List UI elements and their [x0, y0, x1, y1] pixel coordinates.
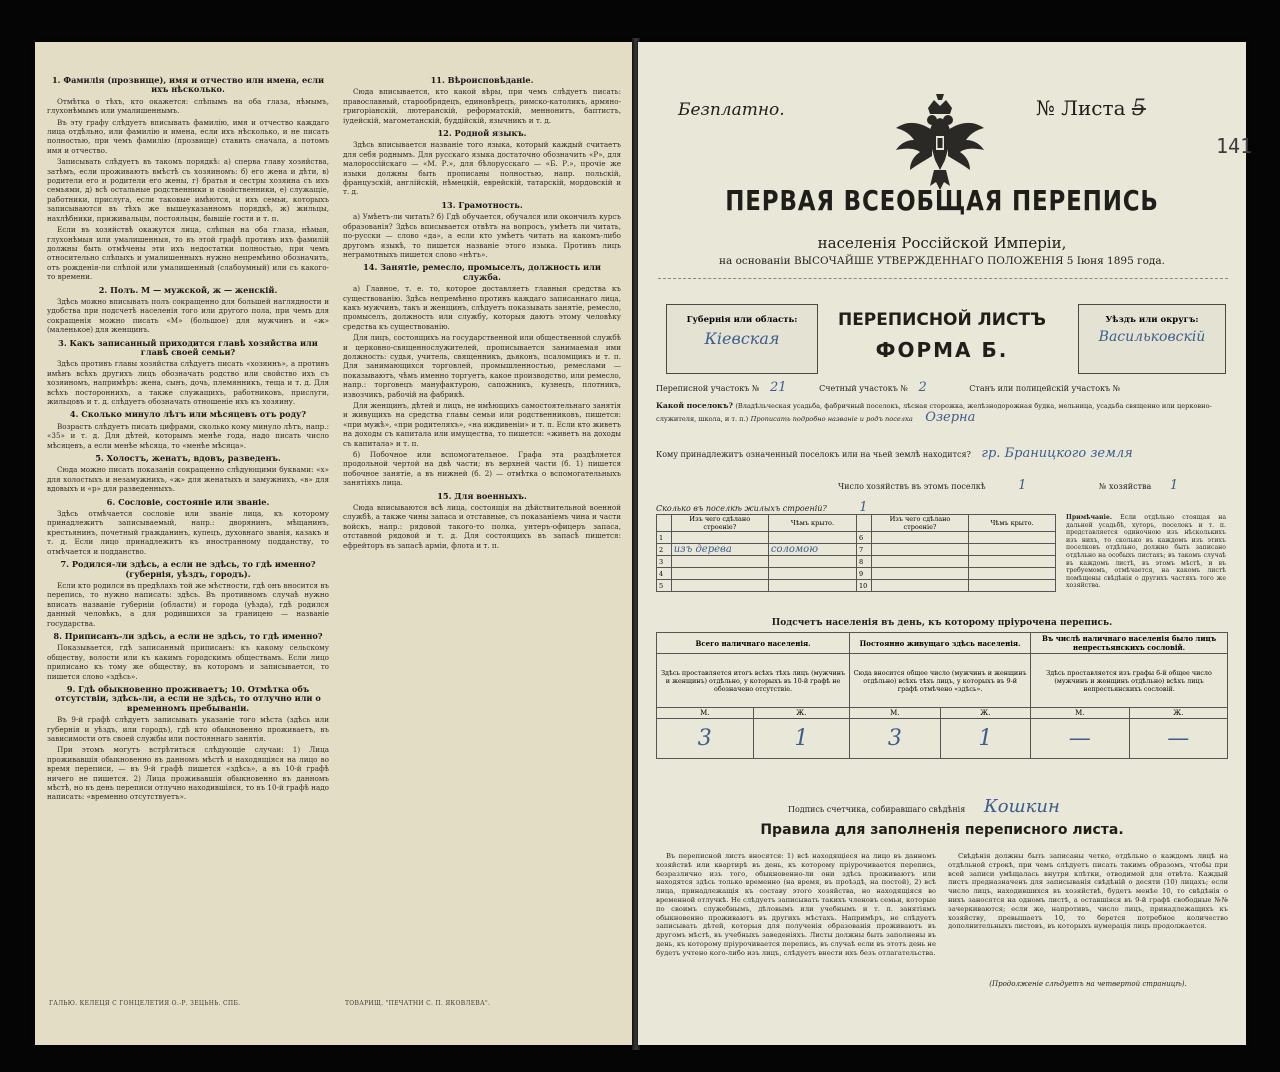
instruction-heading: 3. Какъ записанный приходится главѣ хозяйства или главѣ своей семьи?	[58, 337, 318, 357]
province-label: Губернія или область:	[686, 315, 798, 325]
signature-row: Подпись счетчика, собиравшаго свѣдѣнія Кошкин	[788, 796, 1060, 817]
households-row: Число хозяйствъ въ этомъ поселкѣ 1 № хозяйства 1	[838, 478, 1179, 493]
buildings-note: Примѣчаніе. Если отдѣльно стоящая на дальней усадьбѣ, хуторъ, поселокъ и т. п. представляется одиночною изъ нѣсколькихъ изъ нихъ, то сколько въ каждомъ изъ этихъ поселковъ отдѣльно, должно быть записано отдѣльно на особыхъ листахъ; въ такомъ случаѣ въ каждомъ листѣ, въ этомъ мѣстѣ, и въ требуемомъ, отмѣчается, на какомъ листѣ помѣщены свѣдѣнія о другихъ частяхъ того же хозяйства.	[1066, 514, 1227, 590]
district-box	[1078, 304, 1226, 374]
households-value: 1	[1018, 478, 1027, 493]
count-area-value: 2	[918, 380, 927, 395]
instruction-paragraph: Здѣсь можно вписывать полъ сокращенно для большей наглядности и удобства при подсчетѣ населенія того или другого пола, при чемъ для сокращенія можно писать «М» (большое) для мужчинъ и «ж» (маленькое) для женщинъ.	[47, 296, 329, 335]
rules-column-2: Свѣдѣнія должны быть записаны четко, отдѣльно о каждомъ лицѣ на отдѣльной строкѣ, при чемъ слѣдуетъ писать такимъ образомъ, чтобы при всей записи умѣщалась внутри клѣтки, отводимой для отвѣта. Каждый листъ предназначенъ для записыванія свѣдѣній о десяти (10) лицахъ; если число лицъ, находившихся въ хозяйствѣ, будетъ менѣе 10, то свѣдѣнія о нихъ заносятся на одномъ листѣ, а оставшіяся въ 9-й графѣ свободные №№ зачеркиваются; если же, напротивъ, число лицъ, принадлежащихъ къ хозяйству, превышаетъ 10, то берется потребное количество дополнительныхъ листовъ, въ которыхъ нумерація лицъ продолжается.	[948, 852, 1228, 931]
instruction-paragraph: Здѣсь отмѣчается сословіе или званіе лица, къ которому принадлежитъ записываемый, напр.: дворянинъ, мѣщанинъ, крестьянинъ, почетный гражданинъ, купецъ, духовнаго званія, казакъ и т. д. Если лицо принадлежитъ къ иностранному подданству, то отмѣчается и подданство.	[47, 509, 329, 556]
instruction-heading: 11. Вѣроисповѣданіе.	[430, 75, 534, 85]
left-page	[35, 42, 632, 1045]
province-value: Кіевская	[704, 329, 780, 348]
instruction-paragraph: б) Побочное или вспомогательное. Графа эта раздѣляется продольной чертой на двѣ части; въ верхней части (б. 1) пишется побочное занятіе, а въ нижней (б. 2) — отмѣтка о вспомогательныхъ занятіяхъ лица.	[343, 450, 621, 488]
buildings-table: Изъ чего сдѣлано строеніе? Чѣмъ крыто. Изъ чего сдѣлано строеніе? Чѣмъ крыто. 1 6 2 изъ дерева соломою 7 3 8 4 9 5 10	[656, 514, 1056, 592]
instruction-heading: 13. Грамотность.	[441, 199, 523, 210]
settlement-row: Какой поселокъ? (Владѣльческая усадьба, фабричный поселокъ, лѣсная сторожка, желѣзнодорожная будка, мельница, усадьба священно или церковно-служителя, школа, и т. п.) Прописать подробно названіе и родъ поселка Озерна	[656, 401, 1212, 425]
right-page	[638, 42, 1253, 1045]
printer-footnote-right: ТОВАРИЩ. "ПЕЧАТНИ С. П. ЯКОВЛЕВА".	[345, 1000, 491, 1007]
instruction-paragraph: Здѣсь противъ главы хозяйства слѣдуетъ писать «хозяинъ», а противъ имѣнъ всѣхъ другихъ лицъ обозначать родство или свойство ихъ съ хозяиномъ, напримѣръ: жена, сынъ, дочь, племянникъ, теща и т. д. Для всѣхъ постороннихъ, а также служащихъ, работниковъ, прислуги, жильцовъ и т. д. слѣдуетъ обозначать отношеніе ихъ къ хозяину.	[47, 359, 329, 406]
printer-footnote-left: ГАЛЬЮ. КЕЛЕЦЯ С ГОНЦЕЛЕТИЯ О.-Р. ЗЕЦЬНЬ. СПБ.	[49, 1000, 241, 1007]
buildings-value: 1	[859, 500, 868, 515]
building-row: 4 9	[657, 568, 1056, 580]
instruction-paragraph: Записывать слѣдуетъ въ такомъ порядкѣ: а) сперва главу хозяйства, затѣмъ, если проживаютъ вмѣстѣ съ хозяиномъ: б) его жена и дѣти, в) родители его и родители его жены, г) братья и сестры хозяина съ ихъ семьями, д) всѣ остальные родственники и свойственники, е) служащіе, работники, прислуга, если таковые имѣются, и ихъ семьи, которыхъ записываются въ тѣхъ же вышеуказанномъ порядкѣ, ж) жильцы, нахлѣбники, приживальцы, постояльцы, бывшіе гостя и т. п.	[47, 157, 329, 223]
count-title: Подсчетъ населенія въ день, къ которому пріурочена перепись.	[771, 618, 1113, 628]
count-value: 1	[940, 719, 1031, 759]
count-value: 3	[657, 719, 754, 759]
instruction-paragraph: Показывается, гдѣ записанный приписанъ: къ какому сельскому обществу, волости или къ какимъ городскимъ обществамъ. Если лицо приписано къ тому же обществу, въ которомъ и записывается, то пишется слово «здѣсь».	[47, 643, 329, 681]
instruction-paragraph: Въ эту графу слѣдуетъ вписывать фамилію, имя и отчество каждаго лица отдѣльно, или фамилію и имена, если ихъ нѣсколько, и не писать полностью, при чемъ фамилію (прозвище) ставить сначала, а потомъ имя и отчество.	[47, 117, 329, 155]
sheet-number-value: 5	[1131, 96, 1146, 121]
instruction-heading: 1. Фамилія (прозвище), имя и отчество или имена, если ихъ нѣсколько.	[51, 75, 325, 95]
count-value: 1	[753, 719, 850, 759]
instruction-paragraph: Если въ хозяйствѣ окажутся лица, слѣпыя на оба глаза, нѣмыя, глухонѣмыя или умалишенныя, то въ этой графѣ противъ ихъ фамилій должны быть отмѣчены эти ихъ недостатки полностью, при чемъ относительно слѣпыхъ и умалишенныхъ нужно непремѣнно обозначить, отъ рожденія-ли слѣпой или умалишенный (слабоумный) или съ какого-то времени.	[47, 225, 329, 282]
enumerator-signature: Кошкин	[983, 796, 1060, 817]
instruction-heading: 15. Для военныхъ.	[437, 490, 527, 501]
instruction-paragraph: Сюда можно писать показанія сокращенно слѣдующими буквами: «х» для холостыхъ и незамужнихъ, «ж» для женатыхъ и замужнихъ, «в» для вдовыхъ и «р» для разведенныхъ.	[47, 465, 329, 494]
census-area-row: Переписной участокъ № 21 Счетный участокъ № 2 Станъ или полицейскій участокъ №	[656, 380, 1121, 395]
instruction-paragraph: При этомъ могутъ встрѣтиться слѣдующіе случаи: 1) Лица проживавшія обыкновенно въ данномъ мѣстѣ и находящіяся на лицо во время переписи, — въ 9-й графѣ пишется «здѣсь», а въ 10-й графѣ ничего не пишется. 2) Лица проживавшія обыкновенно въ данномъ мѣстѣ, но въ день переписи отлучно находившіяся, то въ 10-й графѣ надо написать: «временно отсутствуетъ».	[47, 745, 329, 802]
instruction-heading: 4. Сколько минуло лѣтъ или мѣсяцевъ отъ роду?	[69, 409, 307, 420]
form-title: ПЕРЕПИСНОЙ ЛИСТЪ	[837, 310, 1047, 330]
instruction-paragraph: Отмѣтка о тѣхъ, кто окажется: слѣпымъ на оба глаза, нѣмымъ, глухонѣмымъ или умалишеннымъ.	[47, 96, 329, 116]
instruction-paragraph: Для лицъ, состоящихъ на государственной или общественной службѣ и церковно-священнослужителей, прописывается занимаемая ими должность: судья, учитель, священникъ, дьяконъ, псаломщикъ и т. п. Для занимающихся торговлей, промышленностью, ремеслами — показываютъ, чѣмъ именно торгуетъ, какое производство, или ремесло, напр.: торговецъ мануфактурою, сапожникъ, кузнецъ, плотникъ, извозчикъ, рабочій на фабрикѣ.	[343, 333, 621, 399]
building-row: 2 изъ дерева соломою 7	[657, 544, 1056, 556]
instruction-paragraph: Сюда вписывается, кто какой вѣры, при чемъ слѣдуетъ писать: православный, старообрядецъ, единовѣрецъ, римско-католикъ, армяно-григоріанскій, лютеранскій, реформатскій, меннонитъ, баптистъ, іудейскій, магометанскій, буддійскій, язычникъ и т. д.	[343, 87, 621, 125]
instruction-paragraph: Сюда вписываются всѣ лица, состоящія на дѣйствительной военной службѣ, а также чины запаса и отставные, съ показаніемъ чина и части войскъ, напр.: рядовой такого-то полка, унтеръ-офицеръ запаса, отставной рядовой и т. д. Для состоящихъ въ запасѣ пишется: ефрейторъ въ запасѣ арміи, флота и т. п.	[343, 503, 621, 550]
instruction-heading: 12. Родной языкъ.	[437, 128, 527, 139]
instruction-heading: 2. Полъ. М — мужской, ж — женскій.	[98, 284, 278, 295]
household-number-value: 1	[1169, 478, 1179, 493]
instruction-heading: 5. Холостъ, женатъ, вдовъ, разведенъ.	[95, 453, 281, 464]
owner-row: Кому принадлежитъ означенный поселокъ или на чьей землѣ находится? гр. Браницкого земля	[656, 446, 1133, 461]
divider-line	[658, 278, 1228, 279]
census-legal-basis: на основаніи ВЫСОЧАЙШЕ УТВЕРЖДЕННАГО ПОЛОЖЕНІЯ 5 Іюня 1895 года.	[718, 255, 1165, 267]
instruction-heading: 6. Сословіе, состояніе или званіе.	[106, 496, 270, 507]
sheet-number-label: № Листа 5	[1036, 96, 1146, 121]
instruction-paragraph: Для женщинъ, дѣтей и лицъ, не имѣющихъ самостоятельнаго занятія и живущихъ на средства главы семьи или родственниковъ, пишется: «при мужѣ», «при родителяхъ», «на иждивеніи» и т. п. Если кто живетъ на доходы съ капитала или имущества, то пишется: «живетъ на доходы съ капитала» и т. п.	[343, 401, 621, 448]
district-value: Васильковскій	[1098, 329, 1206, 345]
instruction-paragraph: а) Умѣетъ-ли читать? б) Гдѣ обучается, обучался или окончилъ курсъ образованія? Здѣсь вписывается отвѣтъ на вопросъ, умѣетъ ли читать, по-русски — слово «да», а если кто умѣетъ читать на какомъ-либо другомъ языкѣ, то пишется названіе этого языка. Противъ лицъ неграмотныхъ пишется слово «нѣтъ».	[343, 212, 621, 259]
building-row: 1 6	[657, 532, 1056, 544]
instruction-paragraph: а) Главное, т. е. то, которое доставляетъ главныя средства къ существованію. Здѣсь непремѣнно противъ каждаго записаннаго лица, какъ мужчинъ, такъ и женщинъ, слѣдуетъ показывать занятіе, ремесло, промыселъ, должность или службу, которыя даютъ этому человѣку средства къ существованію.	[343, 284, 621, 331]
count-value: —	[1031, 719, 1129, 759]
census-area-value: 21	[769, 380, 787, 395]
count-value: —	[1129, 719, 1227, 759]
buildings-row: Сколько въ поселкѣ жилыхъ строеній? 1	[656, 500, 868, 515]
instruction-heading: 8. Приписанъ-ли здѣсь, а если не здѣсь, то гдѣ именно?	[53, 630, 323, 641]
instruction-heading: 9. Гдѣ обыкновенно проживаетъ; 10. Отмѣтка объ отсутствіи, здѣсь-ли, а если не здѣсь, то отлучно или о временномъ пребываніи.	[55, 683, 321, 713]
instruction-paragraph: Возрастъ слѣдуетъ писать цифрами, сколько кому минуло лѣтъ, напр.: «35» и т. д. Для дѣтей, которымъ менѣе года, надо писать число мѣсяцевъ, а если менѣе мѣсяца, то «менѣе мѣсяца».	[47, 421, 329, 450]
building-row: 3 8	[657, 556, 1056, 568]
census-title: ПЕРВАЯ ВСЕОБЩАЯ ПЕРЕПИСЬ	[725, 184, 1159, 217]
owner-value: гр. Браницкого земля	[981, 446, 1133, 461]
settlement-value: Озерна	[925, 410, 976, 425]
instruction-paragraph: Здѣсь вписывается названіе того языка, который каждый считаетъ для себя роднымъ. Для русскаго языка достаточно обозначить «Р», для малороссійскаго — «М. Р.», для бѣлорусскаго — «Б. Р.», прочіе же языки должны быть прописаны полностью, напр. польскій, французскій, англійскій, нѣмецкій, еврейскій, татарскій, мордовскій и т. д.	[343, 140, 621, 197]
district-label: Уѣздъ или округъ:	[1105, 315, 1199, 325]
free-label: Безплатно.	[678, 100, 785, 120]
census-subtitle: населенія Россійской Имперіи,	[817, 234, 1067, 252]
rules-title: Правила для заполненія переписного листа.	[760, 822, 1124, 838]
count-value: 3	[850, 719, 940, 759]
instruction-heading: 14. Занятіе, ремесло, промыселъ, должность или служба.	[363, 262, 601, 282]
building-row: 5 10	[657, 580, 1056, 592]
instruction-heading: 7. Родился-ли здѣсь, а если не здѣсь, то гдѣ именно? (губернія, уѣздъ, городъ).	[60, 559, 316, 579]
instruction-paragraph: Въ 9-й графѣ слѣдуетъ записывать указаніе того мѣста (здѣсь или губернія и уѣздъ, или городъ), гдѣ кто обыкновенно проживаетъ, въ зависимости отъ своей службы или постояннаго занятія.	[47, 715, 329, 743]
instruction-paragraph: Если кто родился въ предѣлахъ той же мѣстности, гдѣ онъ вносится въ перепись, то нужно написать: здѣсь. Въ противномъ случаѣ нужно вписать названіе губерніи (области) и города (уѣзда), гдѣ родился данный человѣкъ, а для родившихся за границею — названіе государства.	[47, 580, 329, 628]
population-count-table: Всего наличнаго населенія. Постоянно живущаго здѣсь населенія. Въ числѣ наличнаго населенія было лицъ непрестьянскихъ сословій. Здѣсь проставляется итогъ всѣхъ тѣхъ лицъ (мужчинъ и женщинъ) отдѣльно, у которыхъ въ 10-й графѣ не обозначено отсутствіе. Сюда вносится общее число (мужчинъ и женщинъ отдѣльно) всѣхъ тѣхъ лицъ, у которыхъ въ 9-й графѣ отмѣчено «здѣсь». Здѣсь проставляется изъ графы 6-й общее число (мужчинъ и женщинъ отдѣльно) всѣхъ лицъ непрестьянскихъ сословій. М. Ж. М. Ж. М. Ж. 3 1 3 1 — —	[656, 632, 1228, 759]
continued-note: (Продолженіе слѣдуетъ на четвертой страницѣ).	[989, 980, 1187, 988]
instructions-column-2	[343, 72, 621, 992]
archive-stamp-number: 141	[1216, 134, 1253, 158]
instructions-column-1	[47, 72, 329, 992]
rules-column-1: Въ переписной листъ вносятся: 1) всѣ находящіеся на лицо въ данномъ хозяйствѣ или квартирѣ въ день, къ которому пріурочивается перепись, безразлично изъ того, обыкновенно-ли они здѣсь проживаютъ или находятся здѣсь только временно (на время, въ проѣздѣ, на постой), 2) всѣ лица, принадлежащія къ составу этого хозяйства, но находящіяся во временной отлучкѣ. Не слѣдуетъ записывать такихъ членовъ семьи, которые по своимъ служебнымъ, дѣловымъ или учебнымъ и т. п. занятіямъ обыкновенно проживаютъ въ другихъ мѣстахъ. Напримѣръ, не слѣдуетъ записывать дѣтей, которыя для полученія образованія проживаютъ въ другомъ мѣстѣ, въ учебныхъ заведеніяхъ. Листы должны быть заполнены въ день, къ которому пріурочивается перепись, въ случаѣ если въ этотъ день не будетъ учтено кого-либо изъ лицъ, слѣдуетъ внести ихъ безъ отлагательства.	[656, 852, 936, 957]
form-subtitle: ФОРМА Б.	[875, 338, 1009, 362]
